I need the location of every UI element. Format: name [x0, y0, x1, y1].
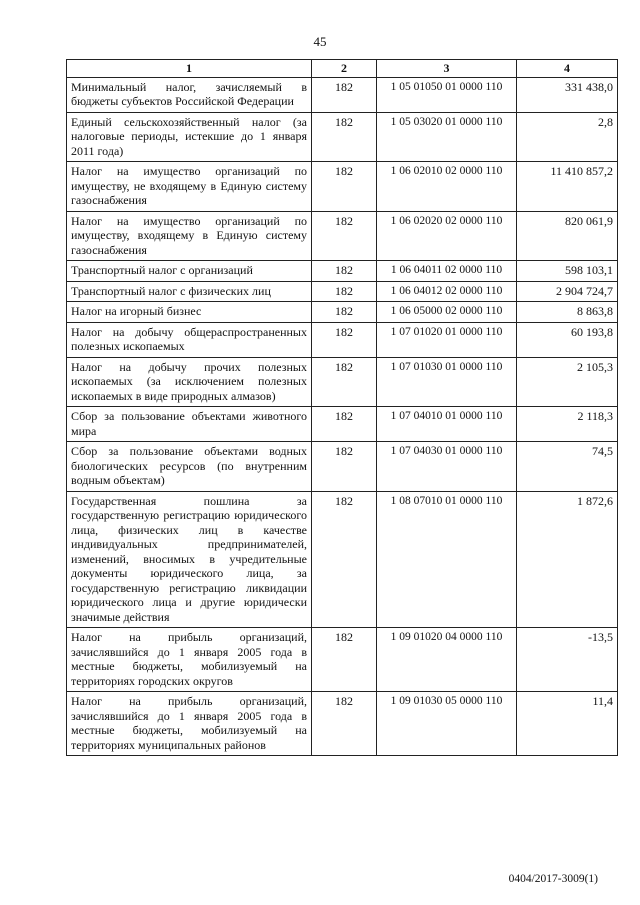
row-value-cell: 8 863,8 [517, 302, 618, 323]
column-header-1: 1 [67, 60, 312, 78]
row-name-cell: Налог на добычу общераспространенных полезных ископаемых [67, 322, 312, 357]
table-row [67, 211, 618, 261]
row-budget-code-cell: 1 07 01030 01 0000 110 [377, 357, 517, 407]
row-budget-code-cell: 1 05 03020 01 0000 110 [377, 112, 517, 162]
row-admin-code-cell: 182 [312, 322, 377, 357]
row-admin-code-cell: 182 [312, 442, 377, 492]
row-budget-code-cell: 1 06 02020 02 0000 110 [377, 211, 517, 261]
table-row [67, 692, 618, 756]
row-value-cell: 60 193,8 [517, 322, 618, 357]
row-value-cell: 2,8 [517, 112, 618, 162]
row-name-cell: Налог на имущество организаций по имуществу, входящему в Единую систему газоснабжения [67, 211, 312, 261]
row-budget-code-cell: 1 07 04030 01 0000 110 [377, 442, 517, 492]
row-budget-code-cell: 1 05 01050 01 0000 110 [377, 77, 517, 112]
row-name-cell: Налог на игорный бизнес [67, 302, 312, 323]
table-body [67, 77, 618, 756]
row-value-cell: -13,5 [517, 628, 618, 692]
row-admin-code-cell: 182 [312, 162, 377, 212]
table-header-row [67, 60, 618, 78]
row-budget-code-cell: 1 06 04012 02 0000 110 [377, 281, 517, 302]
table-row [67, 322, 618, 357]
row-name-cell: Налог на прибыль организаций, зачислявшийся до 1 января 2005 года в местные бюджеты, мобилизуемый на территориях городских округов [67, 628, 312, 692]
row-admin-code-cell: 182 [312, 77, 377, 112]
row-name-cell: Государственная пошлина за государственную регистрацию юридического лица, физических лиц в качестве индивидуальных предпринимателей, изменений, вносимых в учредительные документы юридического лица, за государственную регистрацию ликвидации юридического лица и другие юридически значимые действия [67, 491, 312, 628]
row-value-cell: 2 105,3 [517, 357, 618, 407]
row-value-cell: 11 410 857,2 [517, 162, 618, 212]
row-value-cell: 2 118,3 [517, 407, 618, 442]
row-value-cell: 598 103,1 [517, 261, 618, 282]
table-row [67, 112, 618, 162]
row-name-cell: Налог на добычу прочих полезных ископаемых (за исключением полезных ископаемых в виде природных алмазов) [67, 357, 312, 407]
row-admin-code-cell: 182 [312, 692, 377, 756]
row-budget-code-cell: 1 06 05000 02 0000 110 [377, 302, 517, 323]
revenue-table [66, 59, 618, 756]
row-budget-code-cell: 1 06 02010 02 0000 110 [377, 162, 517, 212]
table-row [67, 407, 618, 442]
row-value-cell: 74,5 [517, 442, 618, 492]
row-value-cell: 820 061,9 [517, 211, 618, 261]
row-name-cell: Налог на прибыль организаций, зачислявшийся до 1 января 2005 года в местные бюджеты, мобилизуемый на территориях муниципальных районов [67, 692, 312, 756]
table-row [67, 162, 618, 212]
row-admin-code-cell: 182 [312, 281, 377, 302]
row-admin-code-cell: 182 [312, 211, 377, 261]
row-budget-code-cell: 1 06 04011 02 0000 110 [377, 261, 517, 282]
table-row [67, 281, 618, 302]
row-budget-code-cell: 1 08 07010 01 0000 110 [377, 491, 517, 628]
row-admin-code-cell: 182 [312, 302, 377, 323]
row-admin-code-cell: 182 [312, 357, 377, 407]
row-admin-code-cell: 182 [312, 261, 377, 282]
row-value-cell: 1 872,6 [517, 491, 618, 628]
row-value-cell: 331 438,0 [517, 77, 618, 112]
row-admin-code-cell: 182 [312, 491, 377, 628]
row-name-cell: Сбор за пользование объектами животного мира [67, 407, 312, 442]
row-budget-code-cell: 1 07 04010 01 0000 110 [377, 407, 517, 442]
row-name-cell: Транспортный налог с физических лиц [67, 281, 312, 302]
column-header-3: 3 [377, 60, 517, 78]
table-row [67, 261, 618, 282]
row-name-cell: Минимальный налог, зачисляемый в бюджеты субъектов Российской Федерации [67, 77, 312, 112]
table-row [67, 442, 618, 492]
document-id: 0404/2017-3009(1) [508, 873, 598, 885]
column-header-4: 4 [517, 60, 618, 78]
row-name-cell: Единый сельскохозяйственный налог (за налоговые периоды, истекшие до 1 января 2011 года) [67, 112, 312, 162]
row-budget-code-cell: 1 09 01030 05 0000 110 [377, 692, 517, 756]
row-value-cell: 11,4 [517, 692, 618, 756]
table-row [67, 491, 618, 628]
table-row [67, 302, 618, 323]
row-name-cell: Сбор за пользование объектами водных биологических ресурсов (по внутренним водным объектам) [67, 442, 312, 492]
row-budget-code-cell: 1 09 01020 04 0000 110 [377, 628, 517, 692]
table-row [67, 357, 618, 407]
row-admin-code-cell: 182 [312, 628, 377, 692]
table-row [67, 628, 618, 692]
column-header-2: 2 [312, 60, 377, 78]
row-admin-code-cell: 182 [312, 112, 377, 162]
page-number: 45 [313, 34, 327, 49]
row-name-cell: Транспортный налог с организаций [67, 261, 312, 282]
row-value-cell: 2 904 724,7 [517, 281, 618, 302]
row-budget-code-cell: 1 07 01020 01 0000 110 [377, 322, 517, 357]
row-name-cell: Налог на имущество организаций по имуществу, не входящему в Единую систему газоснабжения [67, 162, 312, 212]
row-admin-code-cell: 182 [312, 407, 377, 442]
table-row [67, 77, 618, 112]
